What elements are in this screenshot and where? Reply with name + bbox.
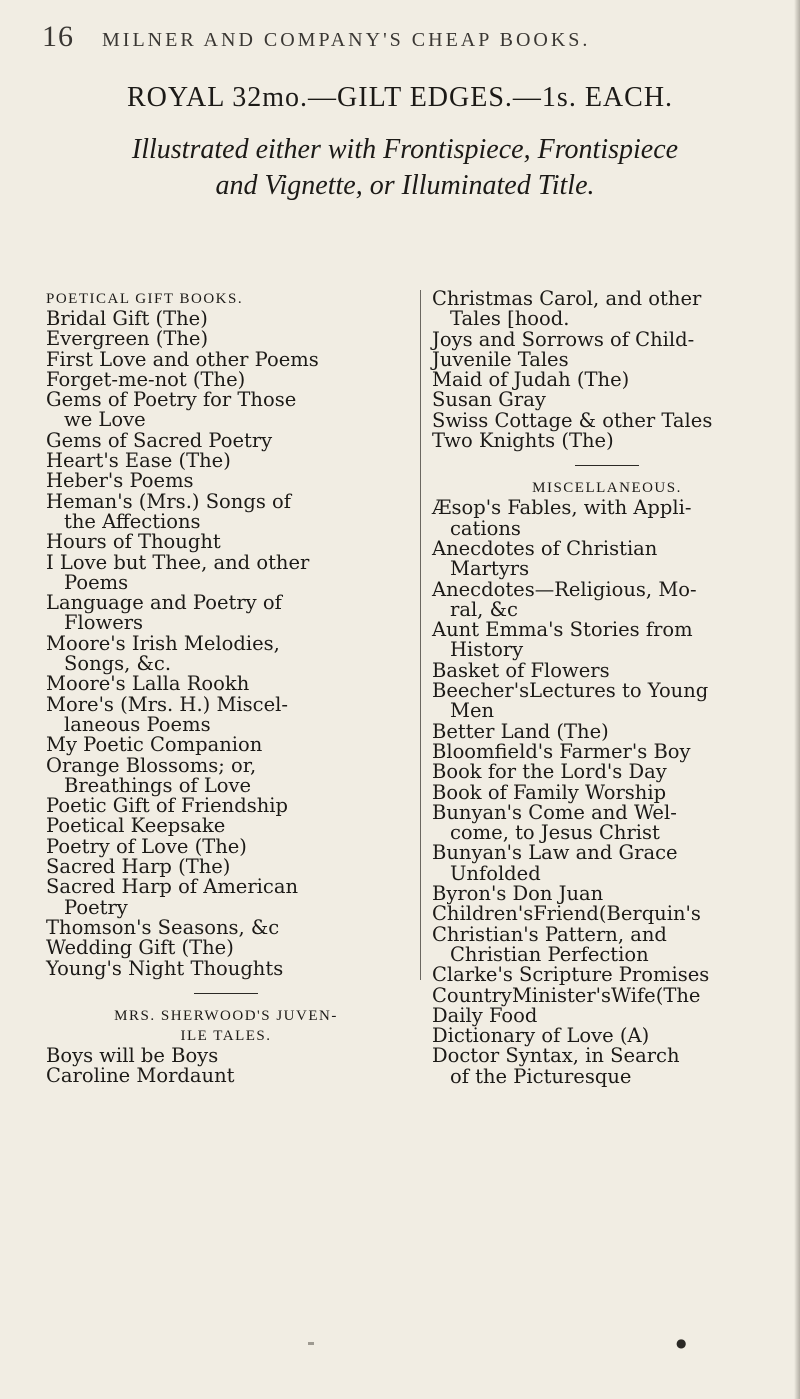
list-item bbox=[432, 904, 782, 924]
entry-title-line: Maid of Judah (The) bbox=[432, 368, 630, 392]
entry-title-line: Byron's Don Juan bbox=[432, 882, 604, 906]
list-item bbox=[46, 692, 406, 736]
list-item bbox=[432, 719, 782, 743]
entry-title-line: Christian's Pattern, and bbox=[432, 922, 667, 946]
list-item bbox=[46, 753, 406, 797]
list-item bbox=[46, 796, 406, 816]
entry-continuation-line: we Love bbox=[64, 408, 146, 432]
entry-continuation-line: Flowers bbox=[64, 611, 144, 635]
list-item bbox=[432, 843, 782, 884]
main-heading: ROYAL 32mo.—GILT EDGES.—1s. EACH. bbox=[126, 82, 674, 113]
entry-title-line: Daily Food bbox=[432, 1003, 538, 1027]
list-item bbox=[432, 577, 782, 621]
entry-title-line: Sacred Harp of American bbox=[46, 875, 299, 899]
entry-continuation-line: of the Picturesque bbox=[450, 1064, 632, 1088]
list-item bbox=[46, 1043, 406, 1067]
entry-continuation-line: Poetry bbox=[64, 895, 128, 919]
list-item bbox=[46, 735, 406, 755]
page-mark-dash bbox=[308, 1342, 314, 1345]
list-item bbox=[46, 428, 406, 452]
entry-title-line: Gems of Poetry for Those bbox=[46, 388, 297, 412]
entry-title-line: Book of Family Worship bbox=[432, 780, 667, 804]
entry-title-line: Gems of Sacred Poetry bbox=[46, 428, 273, 452]
entry-title-line: Boys will be Boys bbox=[46, 1043, 219, 1067]
entry-title-line: Sacred Harp (The) bbox=[46, 855, 231, 879]
entry-title-line: Caroline Mordaunt bbox=[46, 1064, 235, 1088]
entry-title-line: CountryMinister'sWife(The bbox=[432, 983, 701, 1007]
section-title-sherwood-line-2: ILE TALES. bbox=[180, 1027, 272, 1044]
entry-continuation-line: Tales [hood. bbox=[450, 307, 570, 331]
running-head bbox=[42, 20, 762, 54]
entry-title-line: Children'sFriend(Berquin's bbox=[432, 902, 701, 926]
entry-title-line: Aunt Emma's Stories from bbox=[432, 618, 693, 642]
entry-continuation-line: Poems bbox=[64, 570, 129, 594]
entry-title-line: Anecdotes—Religious, Mo- bbox=[432, 577, 697, 601]
list-item bbox=[46, 593, 406, 634]
entry-continuation-line: cations bbox=[450, 516, 521, 540]
entry-title-line: Better Land (The) bbox=[432, 719, 609, 743]
section-divider bbox=[575, 465, 639, 466]
list-item bbox=[432, 965, 782, 985]
entry-continuation-line: Songs, &c. bbox=[64, 652, 172, 676]
entry-title-line: Heber's Poems bbox=[46, 469, 194, 493]
entry-continuation-line: Unfolded bbox=[450, 861, 541, 885]
entry-title-line: Poetry of Love (The) bbox=[46, 834, 247, 858]
list-item bbox=[46, 489, 406, 533]
list-item bbox=[432, 620, 782, 661]
entry-title-line: Poetical Keepsake bbox=[46, 814, 226, 838]
list-item bbox=[46, 631, 406, 676]
entry-title-line: Thomson's Seasons, &c bbox=[46, 915, 280, 939]
entry-title-line: More's (Mrs. H.) Miscel- bbox=[46, 692, 288, 716]
entry-title-line: Two Knights (The) bbox=[432, 429, 614, 453]
entry-title-line: Æsop's Fables, with Appli- bbox=[432, 496, 692, 520]
entry-title-line: Swiss Cottage & other Tales bbox=[432, 408, 713, 432]
list-item bbox=[46, 390, 406, 431]
list-item bbox=[46, 674, 406, 694]
entry-title-line: Clarke's Scripture Promises bbox=[432, 963, 710, 987]
entry-title-line: Christmas Carol, and other bbox=[432, 287, 702, 310]
list-item bbox=[46, 857, 406, 877]
list-item bbox=[46, 367, 406, 391]
list-item bbox=[432, 1046, 782, 1087]
entry-continuation-line: Breathings of Love bbox=[64, 773, 252, 797]
entry-title-line: Bloomfield's Farmer's Boy bbox=[432, 739, 691, 763]
entry-continuation-line: Men bbox=[450, 699, 495, 723]
entry-continuation-line: Martyrs bbox=[450, 557, 530, 581]
list-item bbox=[432, 431, 782, 451]
list-item bbox=[432, 289, 782, 330]
list-item bbox=[432, 1003, 782, 1027]
entry-continuation-line: come, to Jesus Christ bbox=[450, 821, 660, 845]
section-title-miscellaneous: MISCELLANEOUS. bbox=[532, 480, 682, 497]
list-item bbox=[432, 762, 782, 782]
entry-title-line: Basket of Flowers bbox=[432, 658, 610, 682]
list-item bbox=[432, 780, 782, 804]
entry-title-line: Bridal Gift (The) bbox=[46, 307, 208, 330]
list-item bbox=[46, 915, 406, 939]
entry-title-line: I Love but Thee, and other bbox=[46, 550, 310, 574]
entry-title-line: Forget-me-not (The) bbox=[46, 367, 246, 391]
entry-continuation-line: the Affections bbox=[64, 509, 201, 533]
entry-title-line: Moore's Irish Melodies, bbox=[46, 631, 280, 655]
entry-title-line: Evergreen (The) bbox=[46, 327, 209, 351]
sherwood-tales-continued-list bbox=[432, 289, 782, 451]
list-item bbox=[46, 451, 406, 471]
entry-title-line: My Poetic Companion bbox=[46, 733, 263, 757]
list-item bbox=[432, 498, 782, 539]
entry-title-line: Heman's (Mrs.) Songs of bbox=[46, 489, 291, 513]
entry-title-line: First Love and other Poems bbox=[46, 347, 319, 371]
entry-title-line: Joys and Sorrows of Child- bbox=[432, 327, 695, 351]
list-item bbox=[46, 956, 406, 980]
entry-title-line: Juvenile Tales bbox=[432, 347, 569, 371]
list-item bbox=[432, 800, 782, 845]
list-item bbox=[432, 884, 782, 904]
list-item bbox=[46, 938, 406, 958]
column-rule bbox=[420, 290, 421, 980]
entry-continuation-line: History bbox=[450, 638, 524, 662]
running-title: MILNER AND COMPANY'S CHEAP BOOKS. bbox=[102, 29, 591, 51]
list-item bbox=[432, 1026, 782, 1046]
list-item bbox=[432, 408, 782, 432]
list-item bbox=[432, 390, 782, 410]
list-item bbox=[432, 327, 782, 351]
subheading-line-2: and Vignette, or Illuminated Title. bbox=[215, 170, 595, 201]
list-item bbox=[432, 983, 782, 1007]
entry-title-line: Wedding Gift (The) bbox=[46, 936, 234, 960]
subheading bbox=[30, 132, 780, 204]
list-item bbox=[432, 922, 782, 966]
entry-title-line: Young's Night Thoughts bbox=[46, 956, 284, 980]
list-item bbox=[46, 877, 406, 918]
entry-title-line: Heart's Ease (The) bbox=[46, 449, 231, 473]
list-item bbox=[432, 536, 782, 581]
section-title-poetical-gift-books: POETICAL GIFT BOOKS. bbox=[46, 291, 244, 307]
list-item bbox=[432, 370, 782, 390]
entry-title-line: Poetic Gift of Friendship bbox=[46, 794, 288, 818]
entry-title-line: Book for the Lord's Day bbox=[432, 760, 667, 784]
list-item bbox=[432, 739, 782, 763]
entry-continuation-line: Christian Perfection bbox=[450, 942, 649, 966]
entry-title-line: Orange Blossoms; or, bbox=[46, 753, 257, 777]
section-divider bbox=[194, 993, 258, 994]
list-item bbox=[432, 681, 782, 722]
list-item bbox=[46, 1066, 406, 1086]
page-number: 16 bbox=[42, 20, 74, 53]
list-item bbox=[46, 329, 406, 349]
entry-continuation-line: laneous Poems bbox=[64, 712, 211, 736]
entry-title-line: Anecdotes of Christian bbox=[432, 536, 658, 560]
list-item bbox=[46, 816, 406, 836]
list-item bbox=[432, 347, 782, 371]
entry-title-line: Language and Poetry of bbox=[46, 591, 282, 615]
entry-title-line: Moore's Lalla Rookh bbox=[46, 672, 250, 696]
list-item bbox=[46, 347, 406, 371]
left-column bbox=[46, 289, 406, 1086]
page-edge-shadow bbox=[794, 0, 800, 1399]
list-item bbox=[46, 550, 406, 594]
list-item bbox=[432, 658, 782, 682]
entry-title-line: Dictionary of Love (A) bbox=[432, 1024, 650, 1048]
entry-title-line: Susan Gray bbox=[432, 388, 546, 412]
entry-title-line: Hours of Thought bbox=[46, 530, 221, 554]
list-item bbox=[46, 471, 406, 491]
entry-title-line: Beecher'sLectures to Young bbox=[432, 679, 709, 703]
entry-title-line: Bunyan's Law and Grace bbox=[432, 841, 678, 865]
sherwood-tales-list bbox=[46, 1043, 406, 1088]
list-item bbox=[46, 532, 406, 552]
entry-continuation-line: ral, &c bbox=[450, 597, 518, 621]
entry-title-line: Doctor Syntax, in Search bbox=[432, 1044, 680, 1068]
miscellaneous-list bbox=[432, 498, 782, 1087]
list-item bbox=[46, 834, 406, 858]
entry-title-line: Bunyan's Come and Wel- bbox=[432, 800, 677, 824]
list-item bbox=[46, 309, 406, 329]
poetical-gift-books-list bbox=[46, 309, 406, 979]
subheading-line-1: Illustrated either with Frontispiece, Frontispiece bbox=[131, 134, 679, 165]
page-mark-dot: ● bbox=[676, 1336, 687, 1350]
section-title-sherwood-line-1: MRS. SHERWOOD'S JUVEN- bbox=[114, 1007, 338, 1024]
right-column bbox=[432, 289, 782, 1087]
